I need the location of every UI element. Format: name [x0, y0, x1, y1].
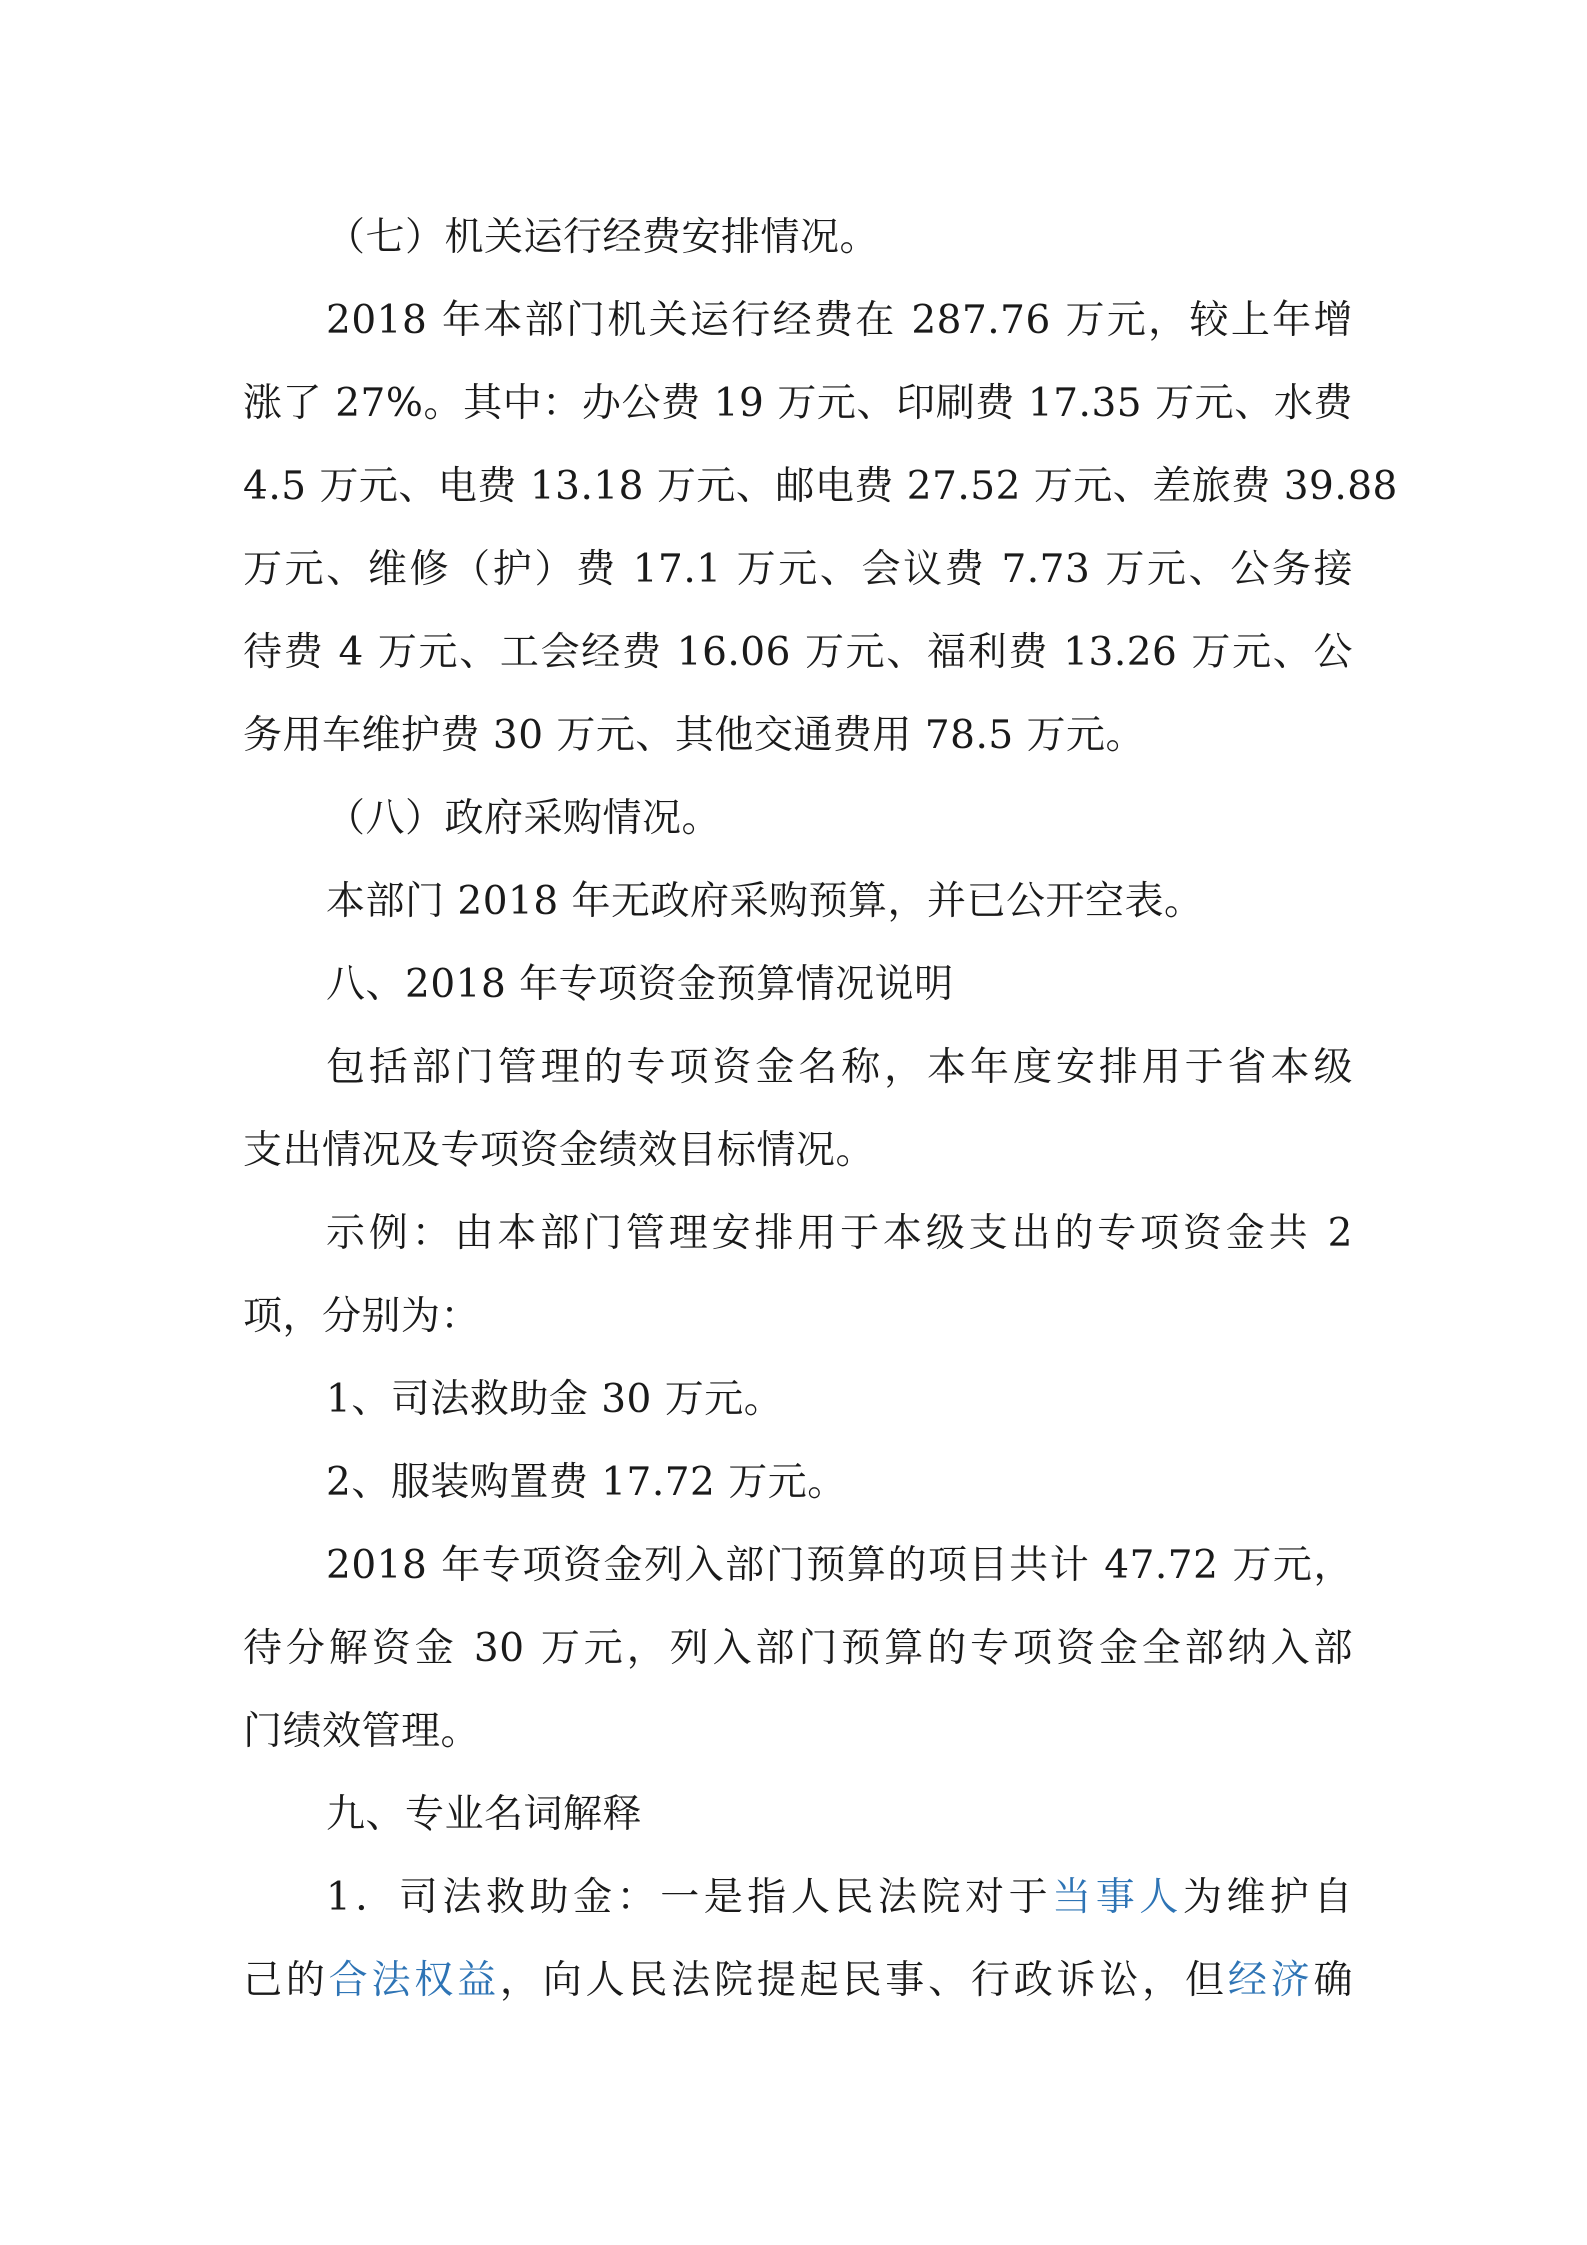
- paragraph-line: 2018 年专项资金列入部门预算的项目共计 47.72 万元，: [326, 1543, 1353, 1588]
- paragraph-line: 4.5 万元、电费 13.18 万元、邮电费 27.52 万元、差旅费 39.88: [243, 464, 1398, 509]
- paragraph-line: 待分解资金 30 万元，列入部门预算的专项资金全部纳入部: [243, 1626, 1353, 1671]
- chapter-heading-9: 九、专业名词解释: [326, 1792, 643, 1837]
- paragraph-line: 本部门 2018 年无政府采购预算，并已公开空表。: [326, 879, 1204, 924]
- paragraph-line: 包括部门管理的专项资金名称，本年度安排用于省本级: [326, 1045, 1353, 1090]
- link-dangshiren[interactable]: 当事人: [1052, 1875, 1183, 1920]
- paragraph-line: 待费 4 万元、工会经费 16.06 万元、福利费 13.26 万元、公: [243, 630, 1353, 675]
- paragraph-line: 项，分别为：: [243, 1294, 481, 1339]
- definition-text: 为维护自: [1182, 1875, 1353, 1920]
- link-hefaquanyi[interactable]: 合法权益: [328, 1958, 500, 2003]
- definition-text: 1．司法救助金：一是指人民法院对于: [326, 1875, 1053, 1920]
- link-jingji[interactable]: 经济: [1227, 1958, 1314, 2003]
- paragraph-line: 涨了 27%。其中：办公费 19 万元、印刷费 17.35 万元、水费: [243, 381, 1353, 426]
- section-heading-7: （七）机关运行经费安排情况。: [326, 215, 880, 260]
- paragraph-line: 示例：由本部门管理安排用于本级支出的专项资金共 2: [326, 1211, 1353, 1256]
- definition-line: [243, 1951, 1353, 2011]
- paragraph-line: 万元、维修（护）费 17.1 万元、会议费 7.73 万元、公务接: [243, 547, 1353, 592]
- definition-text: ，向人民法院提起民事、行政诉讼，但: [499, 1958, 1228, 2003]
- definition-text: 确: [1313, 1958, 1353, 2003]
- paragraph-line: 2018 年本部门机关运行经费在 287.76 万元，较上年增: [326, 298, 1353, 343]
- paragraph-line: 务用车维护费 30 万元、其他交通费用 78.5 万元。: [243, 713, 1146, 758]
- section-heading-8: （八）政府采购情况。: [326, 796, 722, 841]
- paragraph-line: 门绩效管理。: [243, 1709, 481, 1754]
- chapter-heading-8: 八、2018 年专项资金预算情况说明: [326, 962, 954, 1007]
- paragraph-line: 支出情况及专项资金绩效目标情况。: [243, 1128, 876, 1173]
- definition-text: 己的: [243, 1958, 329, 2003]
- list-item: 1、司法救助金 30 万元。: [326, 1377, 784, 1422]
- definition-line: [326, 1868, 1353, 1928]
- list-item: 2、服装购置费 17.72 万元。: [326, 1460, 847, 1505]
